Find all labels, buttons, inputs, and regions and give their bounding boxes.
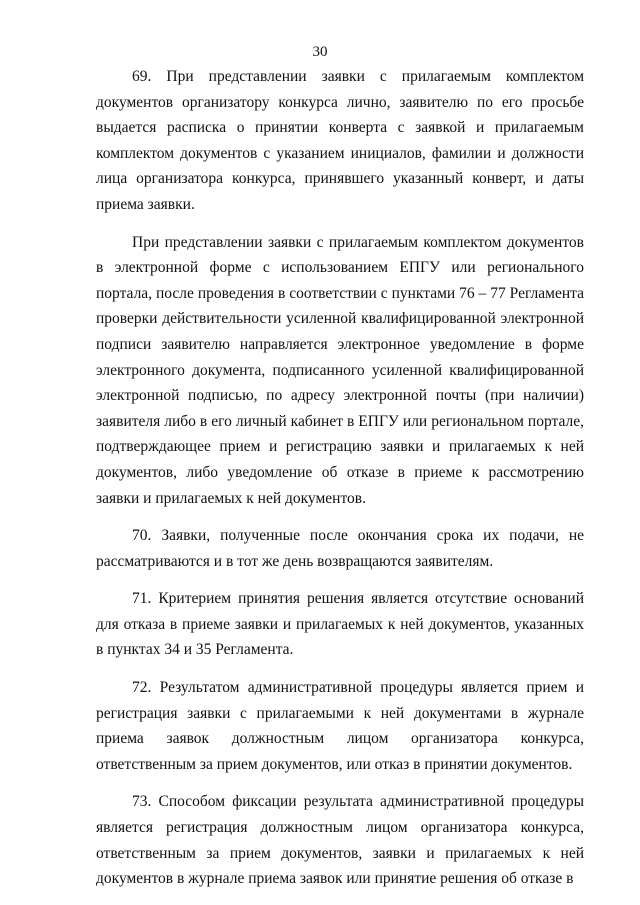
paragraph-73: 73. Способом фиксации результата административной процедуры является регистрация должностным лицом организатора конкурса, ответственным за прием документов, заявки и прилагаемых к ней документов в журнале приема заявок или принятие решения об отказе в: [96, 793, 584, 888]
paragraph-71: 71. Критерием принятия решения является отсутствие оснований для отказа в приеме заявки и прилагаемых к ней документов, указанных в пунктах 34 и 35 Регламента.: [96, 590, 584, 659]
document-body: [96, 64, 584, 892]
paragraph-69-electronic: При представлении заявки с прилагаемым комплектом документов в электронной форме с использованием ЕПГУ или регионального портала, после проведения в соответствии с пунктами 76 – 77 Регламента проверки действительности усиленной квалифицированной электронной подписи заявителю направляется электронное уведомление в форме электронного документа, подписанного усиленной квалифицированной электронной подписью, по адресу электронной почты (при наличии) заявителя либо в его личный кабинет в ЕПГУ или региональном портале, подтверждающее прием и регистрацию заявки и прилагаемых к ней документов, либо уведомление об отказе в приеме к рассмотрению заявки и прилагаемых к ней документов.: [96, 233, 584, 507]
paragraph-70: 70. Заявки, полученные после окончания срока их подачи, не рассматриваются и в тот же день возвращаются заявителям.: [96, 527, 584, 570]
paragraph-69: 69. При представлении заявки с прилагаемым комплектом документов организатору конкурса лично, заявителю по его просьбе выдается расписка о принятии конверта с заявкой и прилагаемым комплектом документов с указанием инициалов, фамилии и должности лица организатора конкурса, принявшего указанный конверт, и даты приема заявки.: [96, 68, 584, 213]
page-number: 30: [312, 44, 328, 60]
paragraph-72: 72. Результатом административной процедуры является прием и регистрация заявки с прилагаемыми к ней документами в журнале приема заявок должностным лицом организатора конкурса, ответственным за прием документов, или отказ в принятии документов.: [96, 679, 584, 773]
